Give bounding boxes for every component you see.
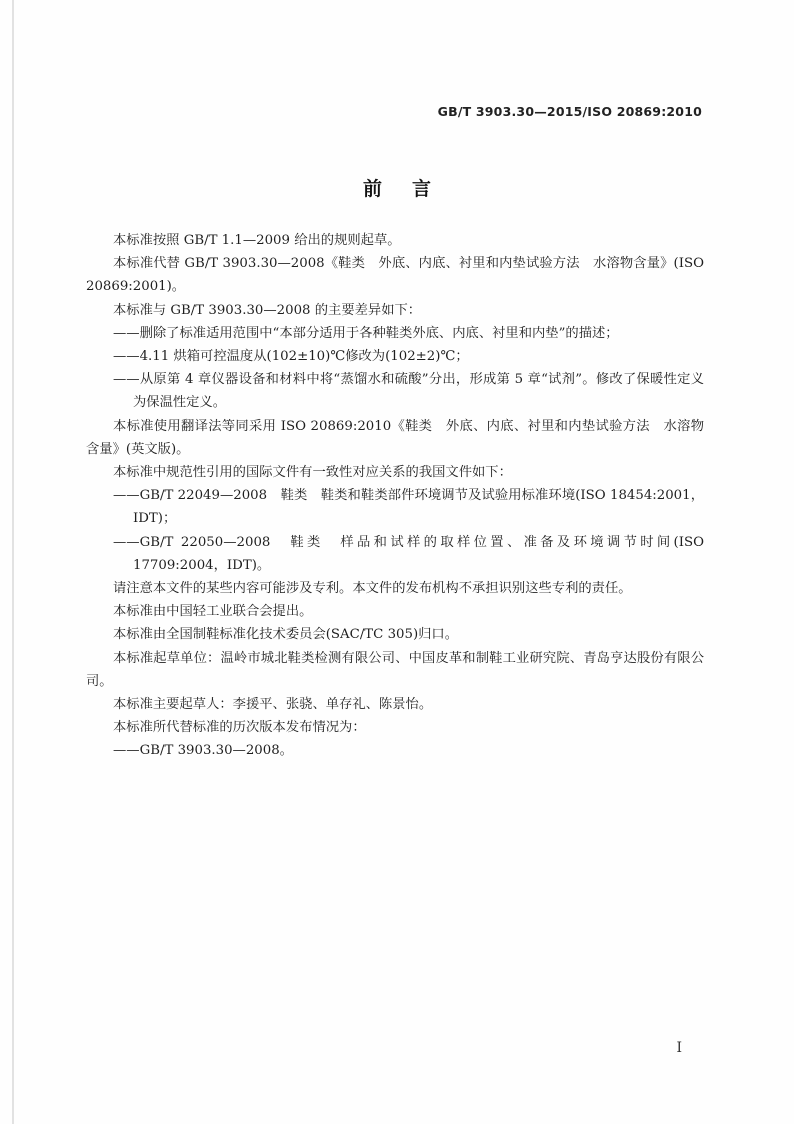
paragraph-drafters: 本标准主要起草人：李援平、张骁、单存礼、陈景怡。 bbox=[113, 697, 433, 713]
paragraph-differences-intro: 本标准与 GB/T 3903.30—2008 的主要差异如下： bbox=[113, 302, 422, 318]
list-item-reference-2: ——GB/T 22050—2008 鞋类 样品和试样的取样位置、准备及环境调节时间(ISO 17709:2004，IDT)。 bbox=[113, 534, 704, 573]
paragraph-replaces: 本标准代替 GB/T 3903.30—2008《鞋类 外底、内底、衬里和内垫试验方法 水溶物含量》(ISO 20869:2001)。 bbox=[86, 256, 704, 295]
preface-body bbox=[86, 229, 704, 763]
list-item-difference-3: ——从原第 4 章仪器设备和材料中将“蒸馏水和硫酸”分出，形成第 5 章“试剂”。修改了保暖性定义为保温性定义。 bbox=[113, 372, 704, 411]
page-number: I bbox=[676, 1040, 682, 1056]
paragraph-translation-method: 本标准使用翻译法等同采用 ISO 20869:2010《鞋类 外底、内底、衬里和内垫试验方法 水溶物含量》(英文版)。 bbox=[86, 418, 704, 457]
standard-code-header: GB/T 3903.30—2015/ISO 20869:2010 bbox=[437, 104, 702, 119]
paragraph-under-jurisdiction: 本标准由全国制鞋标准化技术委员会(SAC/TC 305)归口。 bbox=[113, 627, 459, 643]
page-title: 前言 bbox=[362, 178, 461, 200]
scan-edge bbox=[12, 0, 14, 1124]
paragraph-drafting-units: 本标准起草单位：温岭市城北鞋类检测有限公司、中国皮革和制鞋工业研究院、青岛亨达股份有限公司。 bbox=[86, 650, 704, 689]
list-item-reference-1: ——GB/T 22049—2008 鞋类 鞋类和鞋类部件环境调节及试验用标准环境(ISO 18454:2001，IDT)； bbox=[113, 488, 704, 527]
paragraph-proposed-by: 本标准由中国轻工业联合会提出。 bbox=[113, 604, 313, 620]
list-item-difference-1: ——删除了标准适用范围中“本部分适用于各种鞋类外底、内底、衬里和内垫”的描述； bbox=[113, 325, 619, 341]
list-item-previous-version: ——GB/T 3903.30—2008。 bbox=[113, 743, 293, 759]
paragraph-patent-notice: 请注意本文件的某些内容可能涉及专利。本文件的发布机构不承担识别这些专利的责任。 bbox=[113, 581, 632, 597]
paragraph-drafting-rules: 本标准按照 GB/T 1.1—2009 给出的规则起草。 bbox=[113, 233, 401, 248]
paragraph-version-history-intro: 本标准所代替标准的历次版本发布情况为： bbox=[113, 720, 366, 736]
paragraph-normative-refs-intro: 本标准中规范性引用的国际文件有一致性对应关系的我国文件如下： bbox=[113, 465, 512, 481]
list-item-difference-2: ——4.11 烘箱可控温度从(102±10)℃修改为(102±2)℃； bbox=[113, 349, 469, 365]
